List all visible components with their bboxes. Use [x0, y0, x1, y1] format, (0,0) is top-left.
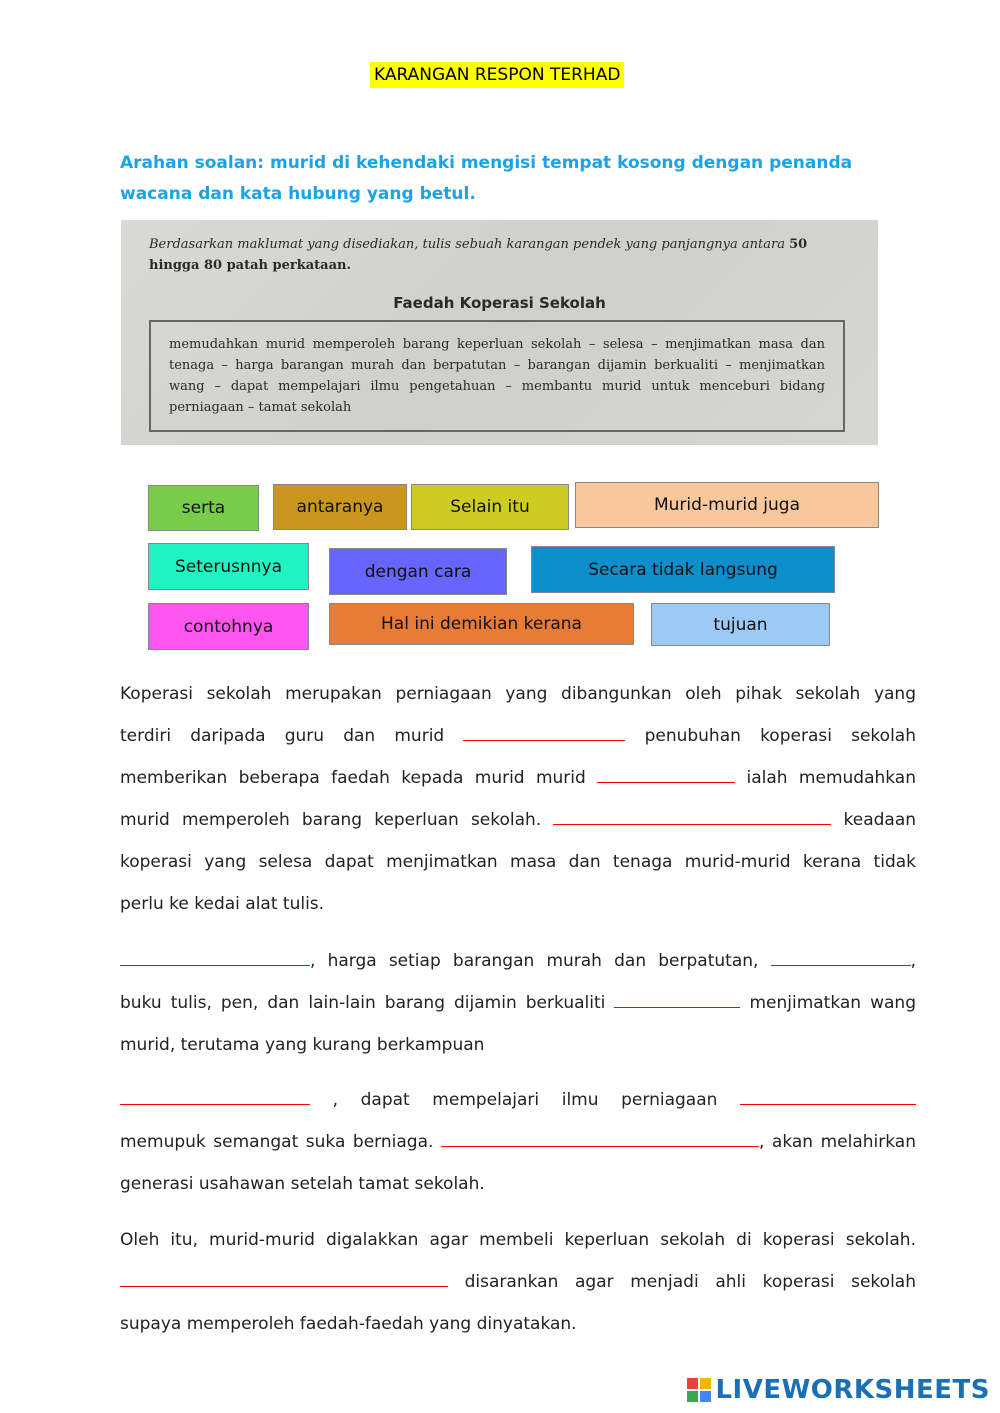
chip-label: dengan cara	[364, 561, 472, 582]
text-segment: perlu ke kedai alat tulis.	[120, 894, 325, 914]
logo-square	[700, 1378, 711, 1389]
text-line	[120, 940, 916, 982]
photo-box-title: Faedah Koperasi Sekolah	[393, 294, 606, 312]
page-title: KARANGAN RESPON TERHAD	[370, 62, 624, 88]
text-line	[120, 673, 916, 715]
chip-label: Selain itu	[450, 497, 530, 517]
answer-blank-1[interactable]	[463, 722, 625, 741]
text-line	[120, 1079, 916, 1121]
chip-label: Secara tidak langsung	[588, 559, 778, 580]
photo-prompt-text: Berdasarkan maklumat yang disediakan, tulis sebuah karangan pendek yang panjangnya antara	[149, 237, 785, 252]
text-line	[120, 1303, 916, 1345]
word-chip-serta[interactable]	[148, 485, 259, 531]
photo-box-text: memudahkan murid memperoleh barang keperluan sekolah – selesa – menjimatkan masa dan tenaga – harga barangan murah dan berpatutan – barangan dijamin berkualiti – menjimatkan wang – dapat mempelajari ilmu pengetahuan – membantu murid untuk menceburi bidang perniagaan – tamat sekolah	[149, 320, 845, 432]
text-segment: penubuhan koperasi sekolah	[644, 726, 916, 746]
chip-label: tujuan	[713, 614, 768, 635]
paragraph-4	[120, 1219, 916, 1345]
text-line	[120, 883, 916, 925]
answer-blank-5[interactable]	[771, 947, 911, 966]
chip-label: Seterusnnya	[174, 556, 283, 577]
text-segment: memberikan beberapa faedah kepada murid murid	[120, 768, 586, 788]
answer-blank-9[interactable]	[441, 1128, 759, 1147]
text-segment: disarankan agar menjadi ahli koperasi sekolah	[464, 1272, 916, 1292]
word-chip-antaranya[interactable]	[273, 484, 407, 530]
photo-prompt	[149, 234, 849, 276]
text-line	[120, 982, 916, 1024]
text-line	[120, 1121, 916, 1163]
liveworksheets-logo	[687, 1375, 990, 1405]
word-chip-murid-murid-juga[interactable]	[575, 482, 879, 528]
logo-text: LIVEWORKSHEETS	[715, 1375, 990, 1405]
chip-label: Hal ini demikian kerana	[381, 614, 582, 634]
text-line	[120, 757, 916, 799]
logo-square	[687, 1378, 698, 1389]
text-line	[120, 715, 916, 757]
answer-blank-6[interactable]	[614, 989, 740, 1008]
text-segment: generasi usahawan setelah tamat sekolah.	[120, 1174, 485, 1194]
text-line	[120, 1219, 916, 1261]
text-segment: Oleh itu, murid-murid digalakkan agar membeli keperluan sekolah di koperasi sekolah.	[120, 1230, 916, 1250]
answer-blank-2[interactable]	[597, 764, 735, 783]
text-line	[120, 841, 916, 883]
text-line	[120, 1024, 916, 1066]
text-segment: murid, terutama yang kurang berkampuan	[120, 1035, 485, 1055]
text-segment: menjimatkan wang	[749, 993, 916, 1013]
word-chip-seterusnnya[interactable]	[148, 543, 309, 590]
text-segment: Koperasi sekolah merupakan perniagaan yang dibangunkan oleh pihak sekolah yang	[120, 684, 916, 704]
answer-blank-3[interactable]	[553, 806, 831, 825]
text-segment: buku tulis, pen, dan lain-lain barang dijamin berkualiti	[120, 993, 606, 1013]
text-segment: supaya memperoleh faedah-faedah yang dinyatakan.	[120, 1314, 577, 1334]
text-segment: murid memperoleh barang keperluan sekolah.	[120, 810, 542, 830]
chip-label: antaranya	[296, 497, 384, 517]
logo-square	[700, 1391, 711, 1402]
text-line	[120, 1163, 916, 1205]
word-chip-dengan-cara[interactable]	[329, 548, 507, 595]
answer-blank-10[interactable]	[120, 1268, 448, 1287]
word-chip-secara-tidak-langsung[interactable]	[531, 546, 835, 593]
prompt-photo	[121, 220, 878, 445]
text-segment: koperasi yang selesa dapat menjimatkan masa dan tenaga murid-murid kerana tidak	[120, 852, 916, 872]
word-chip-tujuan[interactable]	[651, 603, 830, 646]
paragraph-3	[120, 1079, 916, 1205]
answer-blank-7[interactable]	[120, 1086, 310, 1105]
text-segment: keadaan	[843, 810, 917, 830]
text-segment: memupuk semangat suka berniaga.	[120, 1132, 434, 1152]
photo-prompt-bold: 50 hingga 80 patah perkataan.	[149, 237, 808, 273]
chip-label: serta	[181, 498, 226, 518]
paragraph-1	[120, 673, 916, 925]
instruction-text: Arahan soalan: murid di kehendaki mengisi tempat kosong dengan penanda wacana dan kata hubung yang betul.	[120, 153, 853, 204]
word-chip-hal-ini-demikian-kerana[interactable]	[329, 603, 634, 645]
text-segment: ialah memudahkan	[746, 768, 916, 788]
logo-square	[687, 1391, 698, 1402]
logo-squares-icon	[687, 1378, 711, 1402]
word-chip-contohnya[interactable]	[148, 603, 309, 650]
text-segment: , akan melahirkan	[758, 1132, 916, 1152]
answer-blank-8[interactable]	[740, 1086, 916, 1105]
word-chip-selain-itu[interactable]	[411, 484, 569, 530]
answer-blank-4[interactable]	[120, 947, 310, 966]
text-segment: , dapat mempelajari ilmu perniagaan	[332, 1090, 718, 1110]
text-segment: , harga setiap barangan murah dan berpatutan,	[310, 951, 759, 971]
chip-label: contohnya	[183, 616, 274, 637]
text-line	[120, 1261, 916, 1303]
text-segment: ,	[910, 951, 916, 971]
chip-label: Murid-murid juga	[653, 495, 801, 515]
text-segment: terdiri daripada guru dan murid	[120, 726, 445, 746]
text-line	[120, 799, 916, 841]
paragraph-2	[120, 940, 916, 1066]
